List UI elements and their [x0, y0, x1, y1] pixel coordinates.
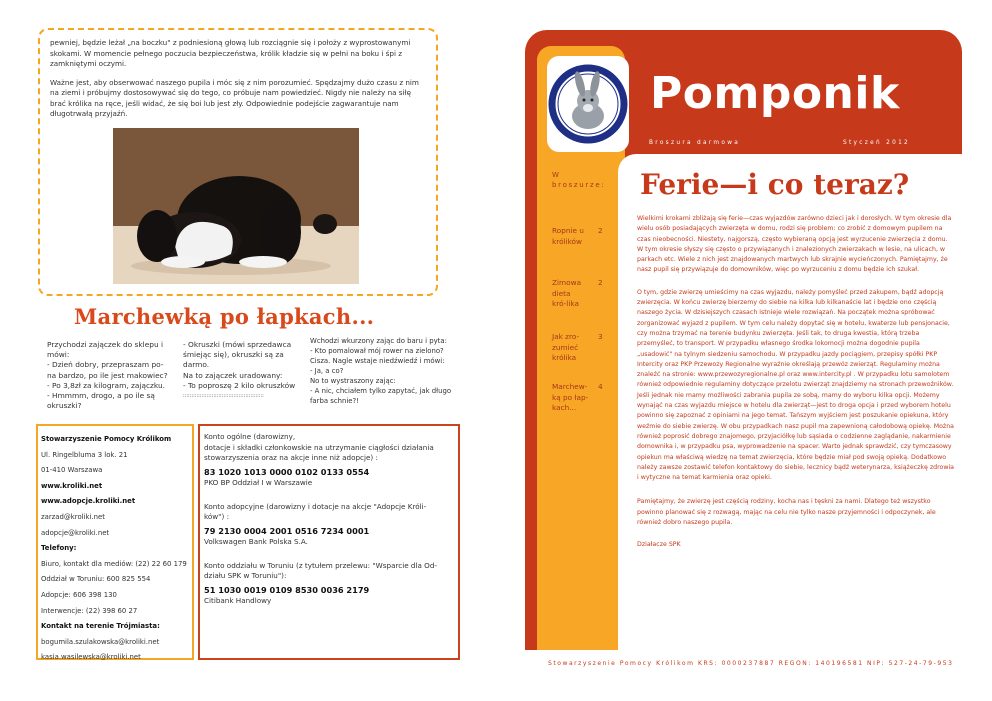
- newsletter-masthead: Pomponik: [650, 68, 900, 119]
- paragraph: pewniej, będzie leżał „na boczku" z podniesioną głową lub rozciągnie się i położy z wyprostowanymi skokami. W momencie pełnego poczucia bezpieczeństwa, królik kładzie się w pełni na boku i śpi z zamkniętymi oczymi.: [50, 38, 411, 68]
- account-general: [204, 432, 454, 488]
- toc-page-number: 2: [598, 226, 603, 235]
- website-link[interactable]: www.adopcje.kroliki.net: [41, 497, 136, 506]
- bank-accounts-box: [198, 424, 460, 660]
- text-line: mówi:: [47, 350, 70, 360]
- toc-item-label: Jak zro-zumieć królika: [552, 332, 580, 362]
- address-line: Ul. Ringelbluma 3 lok. 21: [41, 450, 128, 459]
- text-line: - Hmmmm, drogo, a po ile są: [47, 391, 155, 401]
- text-line: - Po 3,8zł za kilogram, zajączku.: [47, 380, 166, 390]
- text-line: - Ja, a co?: [310, 367, 344, 375]
- organization-contact-box: [36, 424, 194, 660]
- text-line: - Kto pomalował mój rower na zielono?: [310, 347, 444, 355]
- account-adoption: [204, 502, 454, 547]
- paragraph: Pamiętajmy, że zwierzę jest częścią rodziny, kocha nas i tęskni za nami. Dlatego też wszystko powinno planować się z rozwagą, mając na celu nie tylko nasze przyjemności i odpoczynek, ale również dobro naszego pupila.: [637, 498, 936, 527]
- toc-page-number: 4: [598, 382, 603, 391]
- separator-line: ::::::::::::::::::::::::::::::::::::::::::::::::: [183, 393, 264, 400]
- text-line: Na to zajączek uradowany:: [183, 370, 283, 380]
- tricity-heading: Kontakt na terenie Trójmiasta:: [41, 622, 160, 631]
- text-line: Cisza. Nagle wstaje niedźwiedź i mówi:: [310, 357, 445, 365]
- account-title: Konto ogólne (darowizny, dotacje i składki członkowskie na utrzymanie ciągłości działania stowarzyszenia oraz na akcje inne niż adopcje) :: [204, 432, 434, 462]
- joke-column-2: [183, 340, 295, 401]
- text-line: - Okruszki (mówi sprzedawca: [183, 340, 292, 349]
- article-title: Marchewką po łapkach...: [74, 304, 375, 329]
- text-line: Wchodzi wkurzony zając do baru i pyta:: [310, 337, 447, 345]
- toc-heading: W broszurze:: [552, 171, 606, 189]
- toc-item-label: Zimowa dieta kró-lika: [552, 278, 582, 308]
- account-number: 79 2130 0004 2001 0516 7234 0001: [204, 525, 370, 536]
- footer-registry-info: Stowarzyszenie Pomocy Królikom KRS: 0000237887 REGON: 140196581 NIP: 527-24-79-953: [548, 660, 954, 667]
- toc-item[interactable]: [552, 382, 612, 414]
- phone-line: Oddział w Toruniu: 600 825 554: [41, 575, 151, 584]
- phone-line: Adopcje: 606 398 130: [41, 590, 117, 599]
- phone-line: Biuro, kontakt dla mediów: (22) 22 60 179: [41, 559, 187, 568]
- joke-column-3: [310, 336, 451, 406]
- free-brochure-label: Broszura darmowa: [649, 140, 741, 146]
- phones-heading: Telefony:: [41, 544, 77, 553]
- toc-item[interactable]: [552, 278, 612, 310]
- email-link[interactable]: zarzad@kroliki.net: [41, 512, 105, 521]
- text-line: - Dzień dobry, przepraszam po-: [47, 360, 164, 370]
- account-torun: [204, 561, 454, 606]
- email-link[interactable]: bogumila.szulakowska@kroliki.net: [41, 637, 160, 646]
- text-line: farba schnie?!: [310, 397, 359, 405]
- text-line: okruszki?: [47, 401, 82, 411]
- rabbit-photo: [113, 128, 359, 284]
- text-line: na bardzo, po ile jest makowiec?: [47, 370, 168, 380]
- text-line: - To poproszę 2 kilo okruszków: [183, 380, 296, 390]
- toc-page-number: 3: [598, 332, 603, 341]
- joke-column-1: [47, 340, 168, 411]
- paragraph: O tym, gdzie zwierzę umieścimy na czas wyjazdu, należy pomyśleć przed zakupem, bądź adopcją zwierzęcia. W końcu zwierzę bierzemy do siebie na kilka lub kilkanaście lat i będzie ono częścią naszego życia. W dzisiejszych czasach istnieje wiele rozwiązań. Na początek można spróbować zorganizować wyjazd z pupilem. W tym celu należy dopytać się w hotelu, kwaterze lub pensjonacie, czy można trzymać na terenie budynku zwierzęta. Jeśli tak, to druga kwestia, którą trzeba przemyśleć, to transport. W przypadku własnego środka lokomocji można dogodnie pupila „usadowić" na tylnym siedzeniu samochodu. W przypadku jazdy pociągiem, przepisy spółki PKP Intercity oraz PKP Przewozy Regionalne wyraźnie określają przewóz zwierząt. Regulaminy można znaleźć na stronie: www.przewozyregionalne.pl oraz www.intercity.pl . W przypadku lotu samolotem również odpowiednie regulaminy dotyczące przelotu zwierząt znajdziemy na stronach przewoźników. Jeśli jednak nie mamy możliwości zabrania pupila ze sobą, mamy do wyboru kilka opcji. Możemy wynająć na czas wyjazdu miejsce w hotelu dla zwierząt—jest to droga opcja i przed wyborem hotelu powinno się zapoznać z opiniami na jego temat. Tańszym wyjściem jest poszukanie opiekuna, który weźmie do siebie zwierzę. W obu przypadkach nasz pupil ma zapewnioną całodobową opiekę. Można również poprosić dobrego znajomego, przyjaciółkę lub sąsiada o codzienne zaglądanie, nakarmienie domownika i, w przypadku psa, wyprowadzenie na spacer. Warto jednak sprawdzić, czy tymczasowy opiekun ma właściwą wiedzę na temat zwierzęcia, które będzie miał pod swoją opieką. Dodatkowo należy zawsze zostawić telefon kontaktowy do siebie, lecznicy bądź weterynarza, książeczkę zdrowia i wytyczne na temat karmienia oraz opieki.: [637, 288, 955, 482]
- main-article-body: [637, 214, 955, 560]
- signature: Działacze SPK: [637, 541, 681, 549]
- text-line: - A nic, chciałem tylko zapytać, jak długo: [310, 387, 452, 395]
- bank-name: Citibank Handlowy: [204, 595, 272, 605]
- account-number: 51 1030 0019 0109 8530 0036 2179: [204, 584, 370, 595]
- address-line: 01-410 Warszawa: [41, 466, 103, 475]
- email-link[interactable]: adopcje@kroliki.net: [41, 528, 110, 537]
- organization-logo: [547, 56, 629, 152]
- text-line: śmiejąc się), okruszki są za: [183, 350, 284, 360]
- table-of-contents: [552, 170, 620, 412]
- account-title: Konto adopcyjne (darowizny i dotacje na akcje "Adopcje Króli- ków") :: [204, 501, 427, 521]
- paragraph: Ważne jest, aby obserwować naszego pupila i móc się z nim porozumieć. Spędzajmy dużo czasu z nim na ziemi i próbujmy dostosowywać się do tego, co próbuje nam powiedzieć. Nigdy nie należy na siłę brać królika na ręce, jeśli widać, że się boi lub jest zły. Odpowiednie podejście zagwarantuje nam długotrwałą przyjaźń.: [50, 77, 419, 118]
- bank-name: PKO BP Oddział I w Warszawie: [204, 477, 313, 487]
- toc-item[interactable]: [552, 226, 612, 247]
- toc-item-label: Marchew-ką po łap-kach...: [552, 382, 589, 412]
- email-link[interactable]: kasia.wasilewska@kroliki.net: [41, 653, 141, 662]
- text-line: No to wystraszony zając:: [310, 377, 396, 385]
- toc-page-number: 2: [598, 278, 603, 287]
- toc-item[interactable]: [552, 332, 612, 364]
- text-line: Przychodzi zajączek do sklepu i: [47, 340, 164, 349]
- issue-date: Styczeń 2012: [843, 140, 911, 146]
- account-number: 83 1020 1013 0000 0102 0133 0554: [204, 466, 370, 477]
- org-name: Stowarzyszenie Pomocy Królikom: [41, 435, 172, 443]
- website-link[interactable]: www.kroliki.net: [41, 481, 103, 490]
- account-title: Konto oddziału w Toruniu (z tytułem przelewu: "Wsparcie dla Od- działu SPK w Toruniu"):: [204, 560, 437, 580]
- main-article-title: Ferie—i co teraz?: [640, 168, 910, 201]
- toc-item-label: Ropnie u królików: [552, 226, 584, 246]
- paragraph: Wielkimi krokami zbliżają się ferie—czas wyjazdów zarówno dzieci jak i dorosłych. W tym okresie dla wielu osób posiadających zwierzęta w domu, rodzi się problem: co zrobić z domowym pupilem na czas nieobecności. Niestety, najgorszą, często wybieraną opcją jest wyrzucenie zwierzęcia z domu. W tym okresie słyszy się często o przywiązanych i znalezionych zwierzakach w lesie, na ulicach, w parkach etc. Wiele z nich jest znajdowanych martwych lub skrajnie wycieńczonych. Pamiętajmy, że nasz pupil się przywiązuje do domowników, więc po wyrzuceniu z domu będzie ich szukał.: [637, 215, 952, 274]
- phone-line: Interwencje: (22) 398 60 27: [41, 606, 138, 615]
- bank-name: Volkswagen Bank Polska S.A.: [204, 536, 308, 546]
- text-line: darmo.: [183, 360, 210, 370]
